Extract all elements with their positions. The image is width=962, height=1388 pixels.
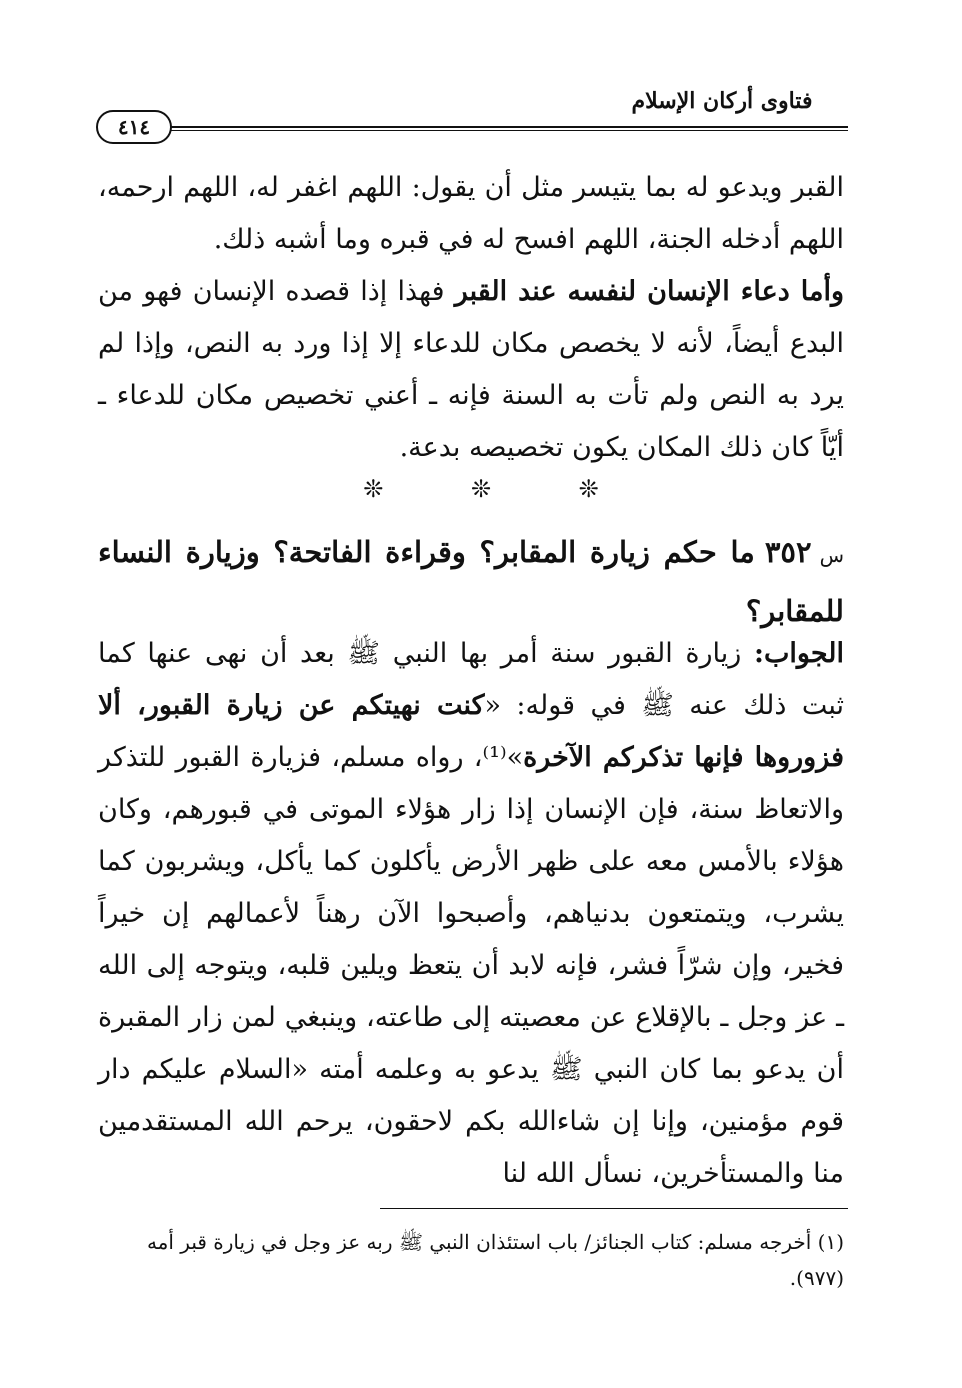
section-separator: ❊ ❊ ❊ — [363, 475, 639, 503]
question-marker: س — [819, 543, 844, 567]
answer-label: الجواب: — [754, 638, 844, 669]
hadith-quote: كنت نهيتكم عن زيارة القبور، ألا فزوروها فإنها تذكركم الآخرة — [98, 690, 844, 773]
paragraph-2-lead: وأما دعاء الإنسان لنفسه عند القبر — [454, 276, 845, 307]
book-title: فتاوى أركان الإسلام — [631, 88, 813, 114]
answer-text-1: زيارة القبور سنة أمر بها النبي ﷺ بعد أن نهى عنها كما ثبت ذلك عنه ﷺ في قوله: « — [98, 638, 844, 721]
paragraph-2-rest: فهذا إذا قصده الإنسان فهو من البدع أيضاً، لأنه لا يخصص مكان للدعاء إلا إذا ورد به النص، وإذا لم يرد به النص ولم تأت به السنة فإنه ـ أعني تخصيص مكان للدعاء ـ أيّاً كان ذلك المكان يكون تخصيصه بدعة. — [98, 276, 844, 463]
question-text: ما حكم زيارة المقابر؟ وقراءة الفاتحة؟ وزيارة النساء للمقابر؟ — [98, 535, 844, 628]
answer-text-2: »⁽¹⁾، رواه مسلم، فزيارة القبور للتذكر والاتعاظ سنة، فإن الإنسان إذا زار هؤلاء الموتى في قبورهم، وكان هؤلاء بالأمس معه على ظهر الأرض يأكلون كما يأكل، ويشربون كما يشرب، ويتمتعون بدنياهم، وأصبحوا الآن رهناً لأعمالهم إن خيراً فخير، وإن شرّاً فشر، فإنه لابد أن يتعظ ويلين قلبه، ويتوجه إلى الله ـ عز وجل ـ بالإقلاع عن معصيته إلى طاعته، وينبغي لمن زار المقبرة أن يدعو بما كان النبي ﷺ يدعو به وعلمه أمته «السلام عليكم دار قوم مؤمنين، وإنا إن شاءالله بكم لاحقون، يرحم الله المستقدمين منا والمستأخرين، نسأل الله لنا — [98, 742, 844, 1189]
paragraph-2 — [98, 266, 844, 474]
question-number: ٣٥٢ — [764, 535, 812, 569]
footnote-rule — [380, 1208, 848, 1209]
answer — [98, 628, 844, 1200]
page-number: ٤١٤ — [96, 110, 172, 144]
footnote: (١) أخرجه مسلم: كتاب الجنائز/ باب استئذان النبي ﷺ ربه عز وجل في زيارة قبر أمه (٩٧٧). — [146, 1230, 844, 1290]
question — [98, 524, 844, 639]
paragraph-1: القبر ويدعو له بما يتيسر مثل أن يقول: اللهم اغفر له، اللهم ارحمه، اللهم أدخله الجنة، اللهم افسح له في قبره وما أشبه ذلك. — [98, 172, 844, 255]
header-rule — [170, 126, 848, 131]
